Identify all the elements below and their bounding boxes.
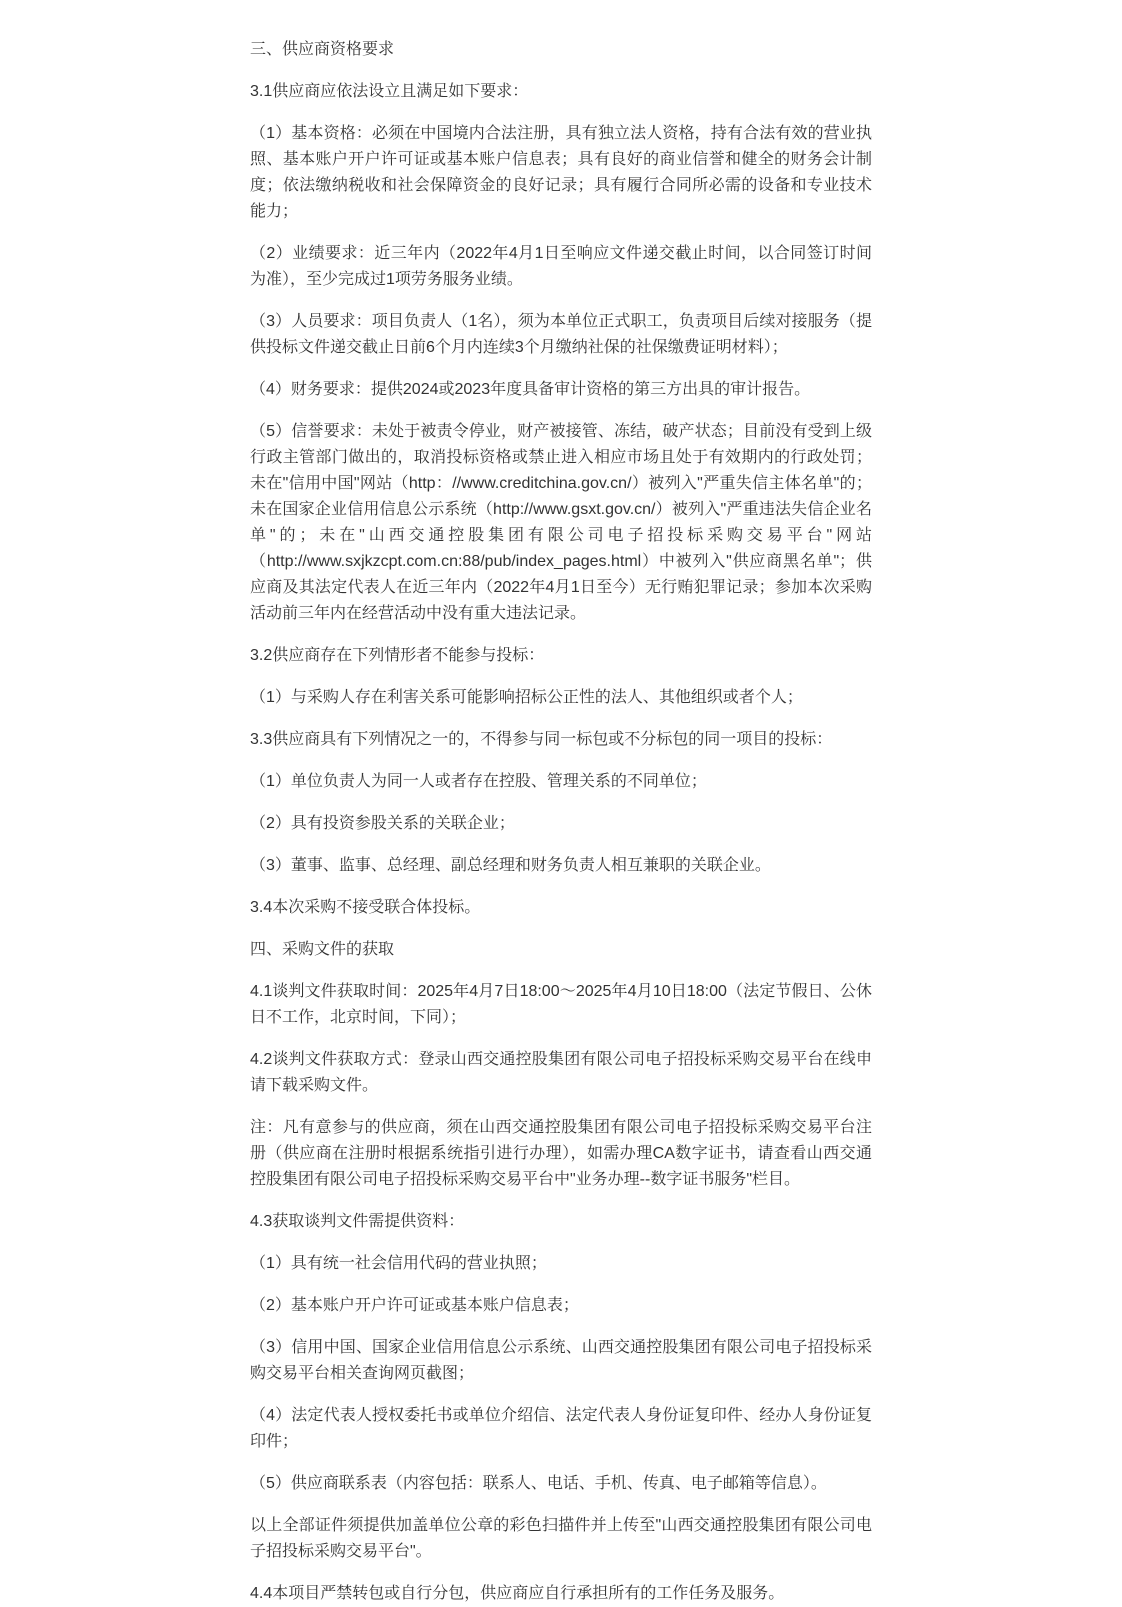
paragraph: 注：凡有意参与的供应商，须在山西交通控股集团有限公司电子招投标采购交易平台注册（供应商在注册时根据系统指引进行办理），如需办理CA数字证书，请查看山西交通控股集团有限公司电子招投标采购交易平台中"业务办理--数字证书服务"栏目。 [250,1119,872,1188]
paragraph: （4）财务要求：提供2024或2023年度具备审计资格的第三方出具的审计报告。 [250,381,811,398]
paragraph: （5）信誉要求：未处于被责令停业，财产被接管、冻结，破产状态；目前没有受到上级行政主管部门做出的，取消投标资格或禁止进入相应市场且处于有效期内的行政处罚；未在"信用中国"网站（http：//www.creditchina.gov.cn/）被列入"严重失信主体名单"的；未在国家企业信用信息公示系统（http://www.gsxt.gov.cn/）被列入"严重违法失信企业名单"的；未在"山西交通控股集团有限公司电子招投标采购交易平台"网站（http://www.sxjkzcpt.com.cn:88/pub/index_pages.html）中被列入"供应商黑名单"；供应商及其法定代表人在近三年内（2022年4月1日至今）无行贿犯罪记录；参加本次采购活动前三年内在经营活动中没有重大违法记录。 [250,423,872,622]
paragraph: （3）信用中国、国家企业信用信息公示系统、山西交通控股集团有限公司电子招投标采购交易平台相关查询网页截图； [250,1339,872,1382]
paragraph: 4.4本项目严禁转包或自行分包，供应商应自行承担所有的工作任务及服务。 [250,1585,785,1602]
paragraph: 3.2供应商存在下列情形者不能参与投标： [250,647,545,664]
paragraph: （4）法定代表人授权委托书或单位介绍信、法定代表人身份证复印件、经办人身份证复印件； [250,1407,872,1450]
paragraph: （1）与采购人存在利害关系可能影响招标公正性的法人、其他组织或者个人； [250,689,803,706]
paragraph: 3.4本次采购不接受联合体投标。 [250,899,481,916]
paragraph: 以上全部证件须提供加盖单位公章的彩色扫描件并上传至"山西交通控股集团有限公司电子招投标采购交易平台"。 [250,1517,872,1560]
paragraph: （3）人员要求：项目负责人（1名），须为本单位正式职工，负责项目后续对接服务（提供投标文件递交截止日前6个月内连续3个月缴纳社保的社保缴费证明材料）； [250,313,872,356]
paragraph: 4.1谈判文件获取时间：2025年4月7日18:00～2025年4月10日18:00（法定节假日、公休日不工作，北京时间，下同）； [250,983,872,1026]
paragraph: 4.2谈判文件获取方式：登录山西交通控股集团有限公司电子招投标采购交易平台在线申请下载采购文件。 [250,1051,872,1094]
paragraph: （3）董事、监事、总经理、副总经理和财务负责人相互兼职的关联企业。 [250,857,771,874]
paragraph: （2）具有投资参股关系的关联企业； [250,815,515,832]
paragraph: 4.3获取谈判文件需提供资料： [250,1213,465,1230]
paragraph: （2）基本账户开户许可证或基本账户信息表； [250,1297,579,1314]
document-content [250,0,872,1607]
paragraph: （2）业绩要求：近三年内（2022年4月1日至响应文件递交截止时间，以合同签订时间为准），至少完成过1项劳务服务业绩。 [250,245,872,288]
section-heading: 三、供应商资格要求 [250,41,395,58]
paragraph: （1）单位负责人为同一人或者存在控股、管理关系的不同单位； [250,773,707,790]
paragraph: （1）基本资格：必须在中国境内合法注册，具有独立法人资格，持有合法有效的营业执照、基本账户开户许可证或基本账户信息表；具有良好的商业信誉和健全的财务会计制度；依法缴纳税收和社会保障资金的良好记录；具有履行合同所必需的设备和专业技术能力； [250,125,872,220]
section-heading: 四、采购文件的获取 [250,941,395,958]
paragraph: 3.1供应商应依法设立且满足如下要求： [250,83,529,100]
paragraph: （1）具有统一社会信用代码的营业执照； [250,1255,547,1272]
paragraph: （5）供应商联系表（内容包括：联系人、电话、手机、传真、电子邮箱等信息）。 [250,1475,827,1492]
paragraph: 3.3供应商具有下列情况之一的，不得参与同一标包或不分标包的同一项目的投标： [250,731,833,748]
